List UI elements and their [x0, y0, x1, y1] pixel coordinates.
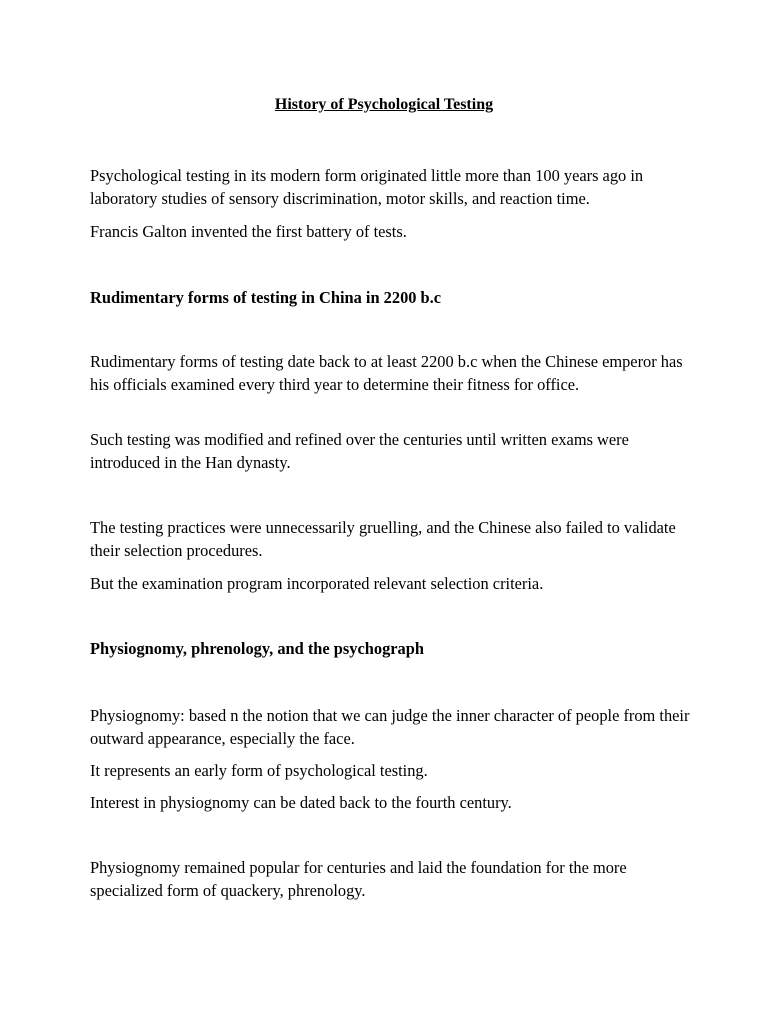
paragraph-fourth-century: Interest in physiognomy can be dated back to the fourth century.	[90, 793, 512, 812]
paragraph-china-2200bc: Rudimentary forms of testing date back to at least 2200 b.c when the Chinese emperor has his officials examined every third year to determine their fitness for office.	[90, 352, 683, 394]
paragraph-han-dynasty: Such testing was modified and refined over the centuries until written exams were introduced in the Han dynasty.	[90, 430, 629, 472]
paragraph-early-form: It represents an early form of psychological testing.	[90, 761, 428, 780]
document-title: History of Psychological Testing	[274, 96, 494, 113]
paragraph-selection-criteria: But the examination program incorporated relevant selection criteria.	[90, 574, 544, 593]
paragraph-physiognomy-definition: Physiognomy: based n the notion that we can judge the inner character of people from their outward appearance, especially the face.	[90, 706, 690, 748]
section-heading-physiognomy: Physiognomy, phrenology, and the psychograph	[90, 639, 424, 658]
paragraph-modern-origin: Psychological testing in its modern form originated little more than 100 years ago in laboratory studies of sensory discrimination, motor skills, and reaction time.	[90, 166, 644, 208]
section-heading-china: Rudimentary forms of testing in China in 2200 b.c	[90, 288, 442, 307]
paragraph-galton: Francis Galton invented the first battery of tests.	[90, 222, 407, 241]
paragraph-phrenology: Physiognomy remained popular for centuries and laid the foundation for the more specialized form of quackery, phrenology.	[90, 858, 627, 900]
paragraph-gruelling: The testing practices were unnecessarily gruelling, and the Chinese also failed to validate their selection procedures.	[90, 518, 676, 560]
